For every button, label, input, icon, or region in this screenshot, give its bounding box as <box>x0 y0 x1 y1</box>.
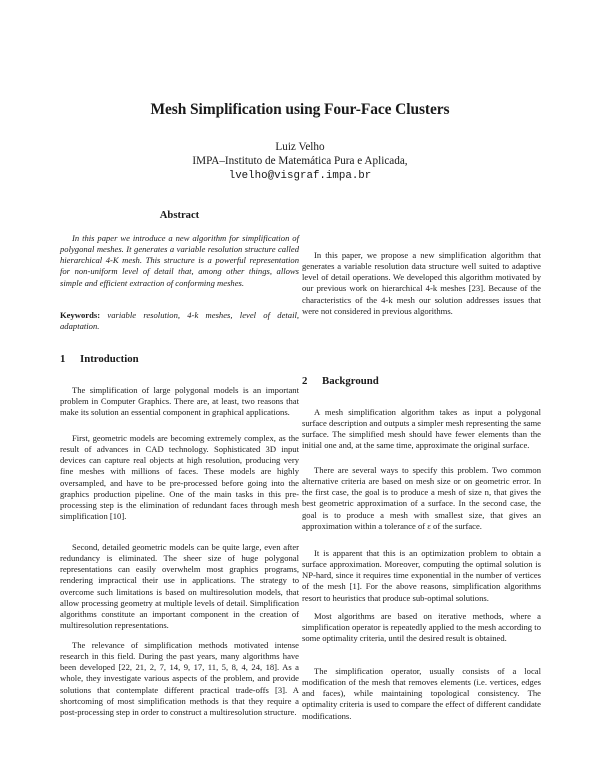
author-email: lvelho@visgraf.impa.br <box>228 170 372 182</box>
intro-paragraph-4-text: The relevance of simplification methods motivated intense research in this field. During the past years, many algorithms have been developed [22, 21, 2, 7, 14, 9, 17, 11, 5, 8, 4, 24, 18]. As a whole, they investigate various aspects of the problem, and provide solutions that contemplate different practical trade-offs [3]. A shortcoming of most simplification methods is that they require a post-processing step in order to construct a multiresolution structure. <box>60 640 299 717</box>
abstract-heading: Abstract <box>159 210 200 221</box>
section-number: 1 <box>60 353 66 365</box>
section-number: 2 <box>302 375 308 387</box>
background-paragraph-2: There are several ways to specify this problem. Two common alternative criteria are based on mesh size or on geometric error. In the first case, the goal is to produce a mesh of size n, that gives the best geometric approximation of a surface. In the second case, the goal is to produce a mesh with smallest size, that gives an approximation within a tolerance of ε of the surface. <box>302 465 541 531</box>
abstract-text: In this paper we introduce a new algorithm for simplification of polygonal meshes. It generates a variable resolution structure called hierarchical 4-K mesh. This structure is a powerful representation for non-uniform level of detail that, among other things, allows simple and efficient extraction of conforming meshes. <box>60 233 299 288</box>
author-affiliation: IMPA–Instituto de Matemática Pura e Aplicada, <box>192 155 408 167</box>
intro-paragraph-5: In this paper, we propose a new simplification algorithm that generates a variable resolution data structure well suited to adaptive level of detail operations. We developed this algorithm motivated by our previous work on hierarchical 4-k meshes [23]. Because of the characteristics of the 4-k mesh our solution addresses issues that were not considered in previous algorithms. <box>302 250 541 316</box>
background-paragraph-4: Most algorithms are based on iterative methods, where a simplification operator is repeatedly applied to the mesh according to some optimality criteria, until the desired result is obtained. <box>302 611 541 644</box>
intro-paragraph-4 <box>60 640 299 718</box>
background-paragraph-3: It is apparent that this is an optimization problem to obtain a surface approximation. Moreover, computing the optimal solution is NP-hard, since it requires time exponential in the number of vertices of the mesh [1]. For the above reasons, simplification algorithms resort to heuristics that produce sub-optimal solutions. <box>302 548 541 603</box>
background-paragraph-5: The simplification operator, usually consists of a local modification of the mesh that removes elements (i.e. vertices, edges and faces), while maintaining topological consistency. The optimality criteria is used to compare the effect of different candidate modifications. <box>302 666 541 721</box>
intro-paragraph-1: The simplification of large polygonal models is an important problem in Computer Graphics. There are, at least, two reasons that make its solution an essential component in graphical applications. <box>60 385 299 418</box>
background-paragraph-1: A mesh simplification algorithm takes as input a polygonal surface description and outputs a simpler mesh representing the same surface. The simplified mesh should have fewer elements than the initial one and, at the same time, approximate the original surface. <box>302 407 541 451</box>
intro-paragraph-3: Second, detailed geometric models can be quite large, even after redundancy is eliminated. The sheer size of huge polygonal representations can easily overwhelm most graphics programs, rendering impractical their use in applications. The strategy to overcome such limitations is based on multiresolution models, that allow processing geometry at multiple levels of detail. Simplification algorithms constitute an important component in the creation of multiresolution representations. <box>60 542 299 631</box>
section-heading-introduction <box>60 354 139 365</box>
paper-title: Mesh Simplification using Four-Face Clusters <box>150 101 450 118</box>
section-heading-background <box>302 376 379 387</box>
keywords-label: Keywords: <box>60 310 101 320</box>
keywords-text: variable resolution, 4-k meshes, level of detail, adaptation. <box>60 310 299 332</box>
author-name: Luiz Velho <box>275 141 325 153</box>
section-title: Background <box>322 375 379 387</box>
keywords <box>60 310 299 332</box>
intro-paragraph-2: First, geometric models are becoming extremely complex, as the result of advances in CAD technology. Sophisticated 3D input devices can capture real objects at high resolution, producing very fine meshes with millions of faces. These models are highly oversampled, and have to be pre-processed before going into the graphics production pipeline. One of the main tasks in this pre-processing step is the elimination of redundant faces through mesh simplification [10]. <box>60 433 299 522</box>
section-title: Introduction <box>80 353 139 365</box>
